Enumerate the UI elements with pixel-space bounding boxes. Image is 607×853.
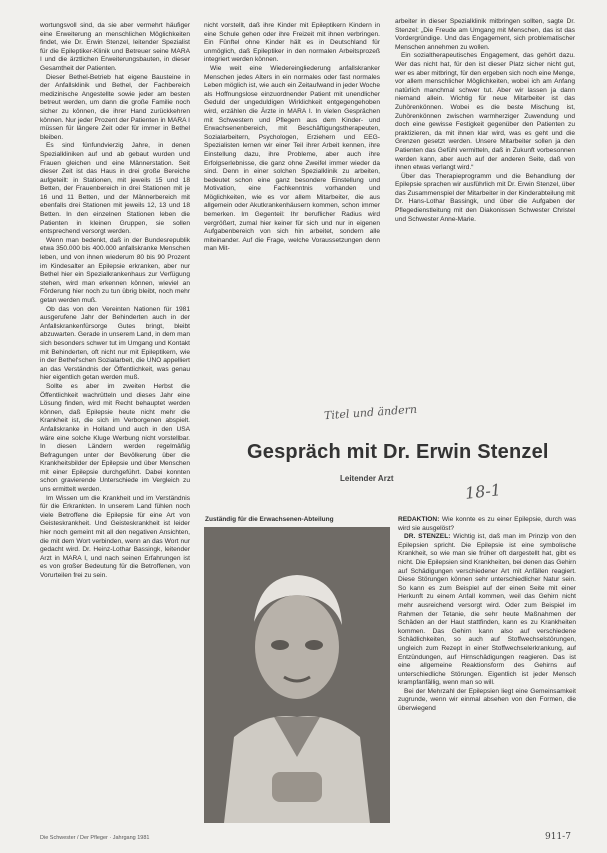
paragraph: Ob das von den Vereinten Nationen für 1981 ausgerufene Jahr der Behinderten auch in der Anfallskrankenfürsorge Gutes bringt, bleibt abzuwarten. Gerade in unserem Land, in dem man sich besonders schwer tut im Umgang und Kontakt mit Behinderten, oft nicht nur mit Epileptikern, wie in der Bethel'schen Sozialarbeit, die UNO appelliert an das Verständnis der Öffentlichkeit, was genau hier eigentlich getan werden muß. [40,305,190,382]
interview-text: Wichtig ist, daß man im Prinzip von den Epilepsien spricht. Die Epilepsie ist eine symbolische Krankheit, so wie man sie früher oft dargestellt hat, gibt es nicht. Die Epilepsien sind Krankheiten, bei denen das Gehirn auf Schädigungen verschiedener Art mit Anfällen reagiert. Diese Störungen können sehr unterschiedlicher Natur sein. So kann es zum Beispiel auf der einen Seite mit einer Herkunft zu einem Anfall kommen, weil das Gehirn nicht mehr ausreichend versorgt wird. Oder zum Beispiel im Rahmen der Tetanie, die sehr heute Maßnahmen der Schäden an der Haut stattfinden, kann es zu Krankheiten kommen. Das Gehirn kann also auf verschiedene Schädlichkeiten, so auch auf Stoffwechselstörungen, ungleich zum Rezept in einer Stoffwechselerkrankung, auf Entzündungen, auf Hirnschädigungen reagieren. Das ist eine allgemeine Reaktionsform des Gehirns auf unterschiedliche Störungen. Eigentlich ist jeder Mensch krampfanfällig, wenn man so will. [398,533,576,687]
interview-paragraph [398,533,576,688]
paragraph: Ein sozialtherapeutisches Engagement, das gehört dazu. Wer das nicht hat, für den ist dieser Platz sicher nicht gut, wer es aber mitbringt, für den ergeben sich noch eine Menge, vor allem menschlicher Möglichkeiten, wobei ich am Anfang natürlich manchmal schwer tut. Aber wir lassen ja dann niemand allein. Wichtig für neue Mitarbeiter ist das Zuhörenkönnen. Wobei es die beste Mischung ist, Zuhörenkönnen zwischen warmherziger Zuwendung und doch eine gewisse Festigkeit gegenüber den Patienten zu praktizieren, da mit ihnen klar wird, was es geht und die Grenzen gesetzt werden. Unsere Mitarbeiter sollen ja den Patienten das Gefühl vermitteln, daß in Zukunft vorbesonnen werden kann, aber auch auf der anderen Seite, daß von ihnen etwas verlangt wird.“ [395,52,575,172]
interview-column [398,516,576,830]
paragraph: Über das Therapieprogramm und die Behandlung der Epilepsie sprachen wir ausführlich mit Dr. Erwin Stenzel, über das Zusammenspiel der Mitarbeiter in der Kinderabteilung mit Dr. Hans-Lothar Bassingk, und über die Aufgaben der Pflegedienstleitung mit den Diakonissen Schwester Christel und Schwester Anne-Marie. [395,172,575,223]
handwritten-page-mark: 18-1 [464,480,502,503]
interview-text: Bei der Mehrzahl der Epilepsien liegt eine Gemeinsamkeit zugrunde, wenn wir einmal absehen von den Formen, die überwiegend [398,687,576,713]
photo-caption: Zuständig für die Erwachsenen-Abteilung [205,516,334,523]
paragraph: Im Wissen um die Krankheit und im Verständnis für die Erkrankten. In unserem Land fühlen noch viele Betroffene die Epilepsie für eine Art von Geisteskrankheit. Und Geisteskrankheit ist leider hier noch gemeint mit all den negativen Ansichten, die mit dem Wort verbinden, wenn an das Wort nur gedacht wird. Dr. Heinz-Lothar Bassingk, leitender Arzt in MARA I, und nach seinen Erfahrungen ist es von großer Bedeutung für die Betroffenen, von Vorurteilen frei zu sein. [40,494,190,579]
paragraph: Wenn man bedenkt, daß in der Bundesrepublik etwa 350.000 bis 400.000 anfallskranke Menschen leben, und von ihnen wiederum 80 bis 90 Prozent im Kindesalter an Epilepsie erkranken, aber nur Bethel hier ein Spezialkrankenhaus zur Verfügung stehen, wird man erkennen können, wieviel an Förderung hier noch zu tun übrig bleibt, noch mehr getan werden muß. [40,236,190,304]
paragraph: wortungsvoll sind, da sie aber vermehrt häufiger eine Erweiterung an menschlichen Möglichkeiten findet, wie Dr. Erwin Stenzel, leitender Spezialist für die Epileptiker-Klinik und Betreuer seine MARA I und die ärztlichen Erweiterungsbauten, in dieser Gesamtheit der Patienten. [40,22,190,72]
interview-subheading: Leitender Arzt [340,474,394,483]
interview-paragraph [398,516,576,533]
speaker-label: REDAKTION: [398,516,442,523]
paragraph: arbeiter in dieser Spezialklinik mitbringen sollten, sagte Dr. Stenzel: „Die Freude am Umgang mit Menschen, das ist das Vordergründige. Und das Engagement, sich problematischer Menschen annehmen zu wollen. [395,18,575,51]
speaker-label: DR. STENZEL: [404,533,454,541]
paragraph: Wie weit eine Wiedereingliederung anfallskranker Menschen jedes Alters in ein normales oder fast normales Leben möglich ist, wie auch ein Zeitaufwand in jeder Woche als Hoffnungslose einzuordnender Patient mit unendlicher Geduld der ungeduldigen Wirklichkeit entgegengehoben wird, erzählen die Ärzte in MARA I. In vielen Gesprächen mit Schwestern und Pflegern aus dem Kinder- und Erwachsenenbereich, mit Beschäftigungstherapeuten, Sozialarbeitern, Psychologen, Erziehern und EEG-Spezialisten lernen wir einer Teil ihrer Arbeit kennen, ihre Einstellung dazu, ihre Probleme, aber auch ihre Erfolgserlebnisse, die ganz ohne Zweifel immer wieder da sind. Denn in einer solchen Spezialklinik zu arbeiten, bedeutet schon eine ganz besondere Einstellung und Motivation, eine Fachkenntnis vorhanden und Möglichkeiten, wie es vor allem Mitarbeiter, die aus allgemein oder Akutkrankenhäusern kommen, schon immer bemerken. Im Gegenteil: Ihr beruflicher Radius wird vergrößert, zumal hier keiner für sich und nur in eigenen Aufgabenbereich von sich hin arbeitet, sondern alle miteinander. Auf die Frage, welche Voraussetzungen denn man Mit- [204,64,380,253]
portrait-photo [204,527,390,823]
article-column-3 [395,18,575,388]
interview-text: Wie konnte es zu einer Epilepsie, durch was wird sie ausgelöst? [398,516,576,532]
article-column-1 [40,22,190,828]
paragraph: Es sind fünfundvierzig Jahre, in denen Spezialkliniken auf und ab gebaut wurden und Frauen gleichen und eine Männerstation. Seit dieser Zeit ist das Haus in drei große Bereiche aufgeteilt: in Stationen, mit jeweils 15 und 18 Betten, der Frauenbereich in drei Stationen mit je 16 und 11 Betten, und der Männerbereich mit ebenfalls drei Stationen mit jeweils 12, 13 und 18 Betten. In den einzelnen Stationen leben die Patienten in kleinen Gruppen, sie sollen entsprechend versorgt werden. [40,142,190,236]
footer-source: Die Schwester / Der Pfleger · Jahrgang 1981 [40,835,150,841]
article-column-2 [204,22,380,374]
paragraph: Dieser Bethel-Betrieb hat eigene Bausteine in der Anfallsklinik und Bethel, der Fachbereich medizinische Angestellte sowie jeder am besten betreut werden, um dann die große Familie noch sicher zu können, die ihrer Hand zurückkehren können. Nur jeder Prozent der Patienten in MARA I müssen für längere Zeit oder für immer in Bethel bleiben. [40,73,190,141]
handwritten-note: Titel und ändern [323,402,418,423]
interview-heading: Gespräch mit Dr. Erwin Stenzel [247,441,549,463]
portrait-photo-image [204,527,390,823]
interview-paragraph [398,688,576,714]
paragraph: Sollte es aber im zweiten Herbst die Öffentlichkeit wachrütteln und dieses Jahr eine Lösung finden, wird mit Recht behauptet werden können, daß Epilepsie heute nicht mehr die Krankheit ist, die sich im Verborgenen abspielt. Anfallskranke in Holland und auch in den USA wäre eine solche Kluge Werbung nicht vorstellbar. In diesen Ländern werden regelmäßig Befragungen unter der Bevölkerung über die Krankheitsbilder der Epilepsie und über Menschen mit einer Epilepsie durchgeführt. Dabei konnten schon gravierende Unterschiede im Vergleich zu uns ermittelt werden. [40,382,190,494]
page-number: 911-7 [545,832,571,842]
paragraph: nicht vorstellt, daß ihre Kinder mit Epileptikern Kindern in eine Schule gehen oder ihre Freizeit mit ihnen verbringen. Ein Fünftel ohne Kinder hält es in Deutschland für unmöglich, daß Epileptiker in den normalen Arbeitsprozeß integriert werden können. [204,22,380,64]
